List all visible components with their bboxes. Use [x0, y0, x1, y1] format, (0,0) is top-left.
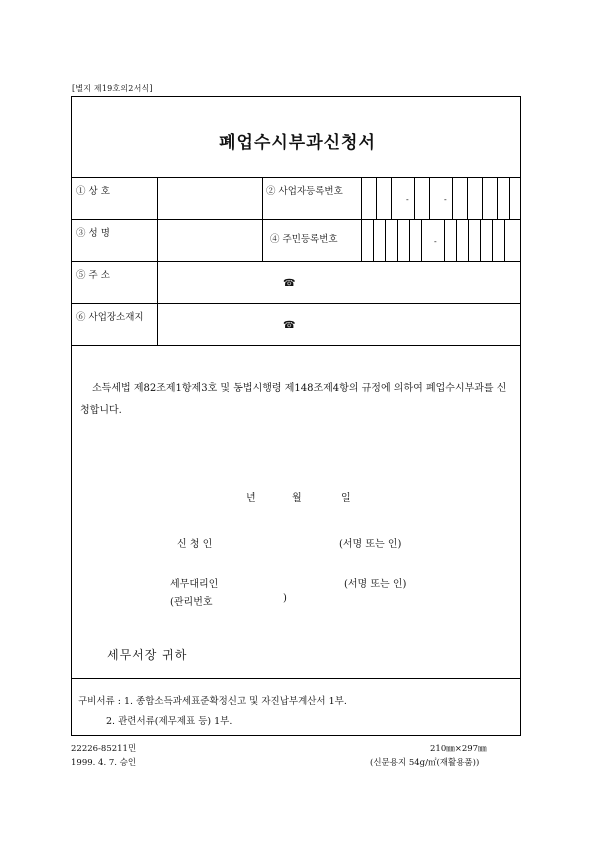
- applicant-label: 신 청 인: [177, 539, 213, 550]
- row-divider: [71, 303, 521, 304]
- digit-box: [391, 177, 392, 219]
- row-divider: [71, 219, 521, 220]
- address-label: ⑤ 주 소: [76, 270, 110, 281]
- label-column-divider: [157, 177, 158, 345]
- digit-box: [492, 219, 493, 261]
- management-number-label: (관리번호: [170, 597, 213, 608]
- table-top-border: [71, 177, 521, 178]
- digit-box: [429, 177, 430, 219]
- form-code: 22226-85211민: [71, 744, 137, 754]
- telephone-icon: ☎: [283, 320, 296, 331]
- approval-date: 1999. 4. 7. 승인: [71, 758, 137, 768]
- business-address-label: ⑥ 사업장소재지: [76, 312, 144, 323]
- number-separator: -: [444, 195, 447, 204]
- digit-box: [376, 177, 377, 219]
- number-separator: -: [406, 195, 409, 204]
- date-month-label: 월: [292, 493, 302, 504]
- date-year-label: 년: [246, 493, 256, 504]
- form-number-note: [별지 제19호의2서식]: [72, 84, 153, 93]
- business-registration-number-label: ② 사업자등록번호: [266, 186, 343, 197]
- request-statement: 소득세법 제82조제1항제3호 및 동법시행령 제148조제4항의 규정에 의하여 폐업수시부과를 신청합니다.: [80, 383, 507, 416]
- trade-name-label: ① 상 호: [76, 186, 110, 197]
- applicant-signature-field: (서명 또는 인): [339, 539, 402, 550]
- form-title: 폐업수시부과신청서: [219, 133, 376, 153]
- row-divider: [71, 345, 521, 346]
- digit-box: [409, 219, 410, 261]
- tax-agent-signature-field: (서명 또는 인): [344, 579, 407, 590]
- digit-box: [456, 219, 457, 261]
- digit-box: [452, 177, 453, 219]
- digit-box: [504, 219, 505, 261]
- digit-box: [444, 219, 445, 261]
- paper-type: (신문용지 54g/㎡(재활용품)): [370, 758, 480, 768]
- date-day-label: 일: [341, 493, 351, 504]
- digit-box: [468, 219, 469, 261]
- middle-column-divider: [262, 177, 263, 261]
- digit-box: [421, 219, 422, 261]
- digit-box: [385, 219, 386, 261]
- person-name-label: ③ 성 명: [76, 228, 110, 239]
- row-divider: [71, 261, 521, 262]
- attachment-divider: [71, 678, 521, 679]
- number-separator: -: [434, 237, 437, 246]
- digit-box: [497, 177, 498, 219]
- telephone-icon: ☎: [283, 278, 296, 289]
- digit-box: [480, 219, 481, 261]
- digit-box: [482, 177, 483, 219]
- digit-box: [397, 219, 398, 261]
- required-documents-line2: 2. 관련서류(제무제표 등) 1부.: [106, 716, 233, 727]
- digit-box: [373, 219, 374, 261]
- resident-registration-number-label: ④ 주민등록번호: [270, 234, 338, 245]
- digit-box: [509, 177, 510, 219]
- digit-box: [414, 177, 415, 219]
- required-documents-line1: 구비서류 : 1. 종합소득과세표준확정신고 및 자진납부계산서 1부.: [78, 696, 347, 707]
- management-number-close: ): [283, 593, 287, 604]
- paper-size: 210㎜×297㎜: [430, 744, 487, 754]
- addressee: 세무서장 귀하: [107, 648, 188, 662]
- digit-box: [467, 177, 468, 219]
- tax-agent-label: 세무대리인: [170, 579, 219, 590]
